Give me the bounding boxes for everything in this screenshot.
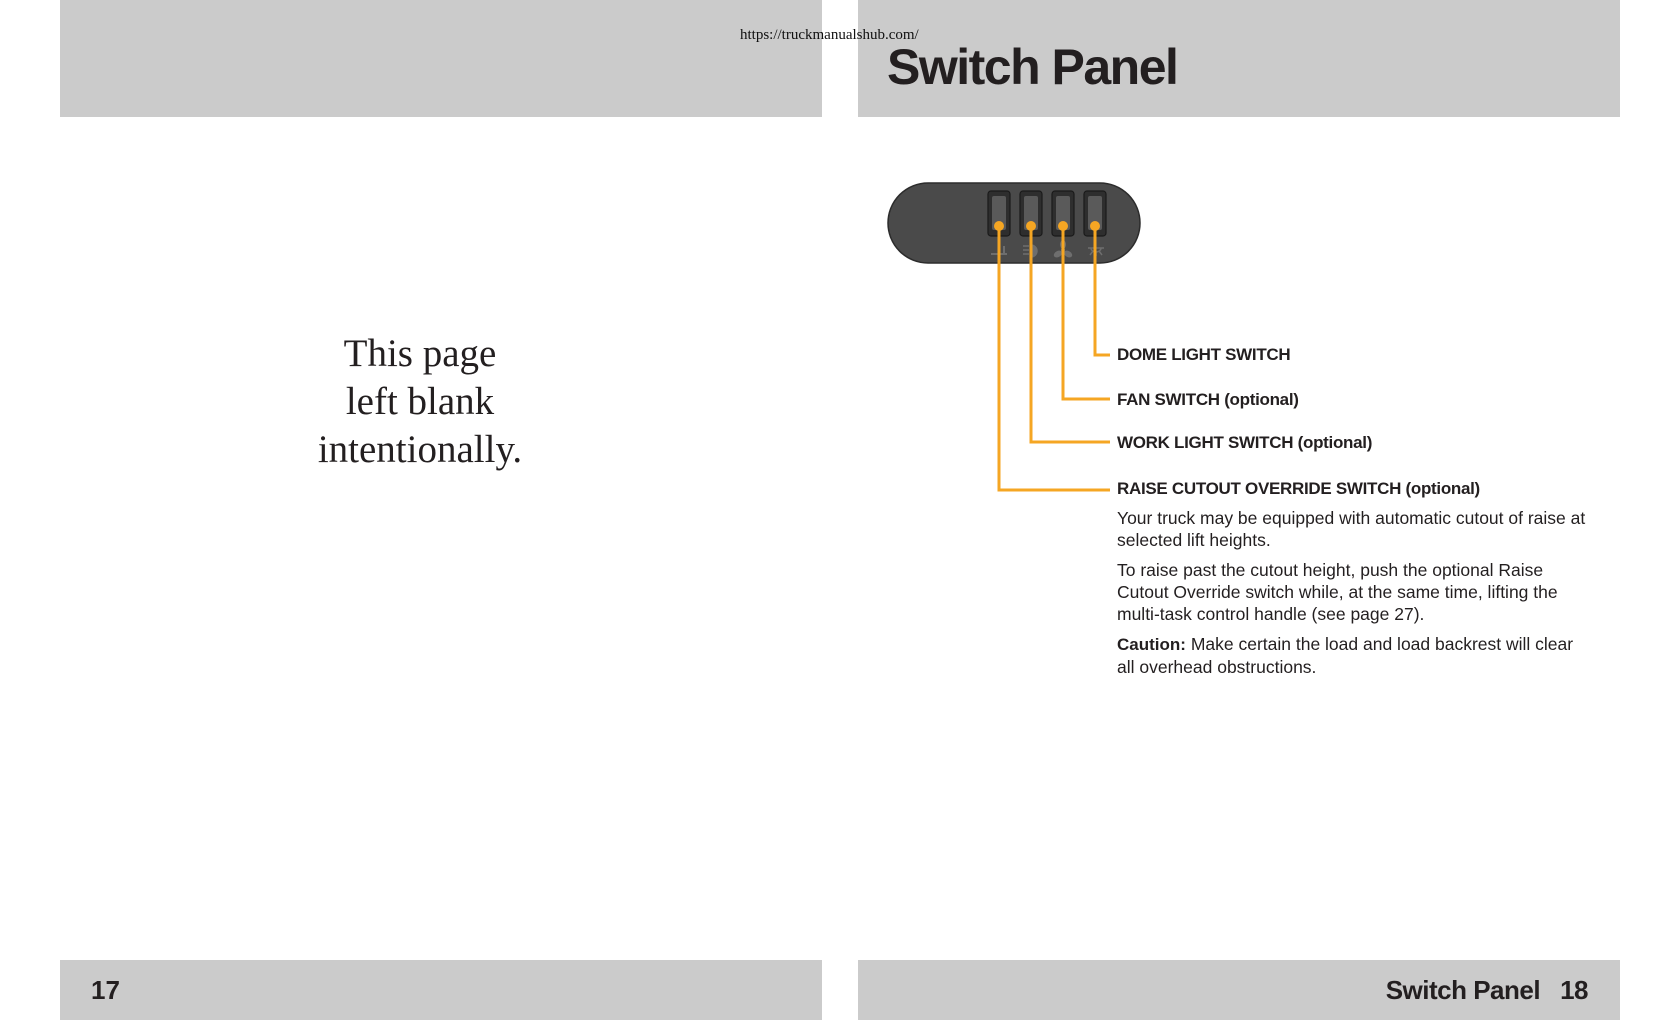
callout-dot-raise <box>994 221 1004 231</box>
description-paragraph: Your truck may be equipped with automatic cutout of raise at selected lift heights. <box>1117 508 1586 550</box>
blank-note-line: intentionally. <box>317 428 523 471</box>
page-number-left: 17 <box>91 975 120 1005</box>
work-light-switch-label: WORK LIGHT SWITCH (optional) <box>1117 433 1373 452</box>
callout-dot-fan <box>1058 221 1068 231</box>
source-url[interactable]: https://truckmanualshub.com/ <box>740 27 919 43</box>
caution-text: Make certain the load and load backrest will clear all overhead obstructions. <box>1117 634 1574 677</box>
raise-cutout-switch-label: RAISE CUTOUT OVERRIDE SWITCH (optional) <box>1117 479 1480 498</box>
description-paragraph: To raise past the cutout height, push the optional Raise Cutout Override switch while, at the same time, lifting the multi-task control handle (see page 27). <box>1117 560 1558 624</box>
page-title: Switch Panel <box>887 39 1178 95</box>
blank-note-line: This page <box>343 332 497 375</box>
page-number-right: 18 <box>1560 975 1588 1005</box>
blank-note-line: left blank <box>345 380 495 423</box>
callout-line-raise <box>999 226 1110 490</box>
raise-cutout-description <box>1117 507 1587 686</box>
callout-dot-work <box>1026 221 1036 231</box>
fan-switch-label: FAN SWITCH (optional) <box>1117 390 1299 409</box>
caution-note <box>1117 633 1587 678</box>
callout-dot-dome <box>1090 221 1100 231</box>
right-footer <box>1386 975 1588 1006</box>
dome-light-switch-label: DOME LIGHT SWITCH <box>1117 345 1291 364</box>
caution-label: Caution: <box>1117 635 1186 654</box>
footer-section-title: Switch Panel <box>1385 975 1541 1005</box>
